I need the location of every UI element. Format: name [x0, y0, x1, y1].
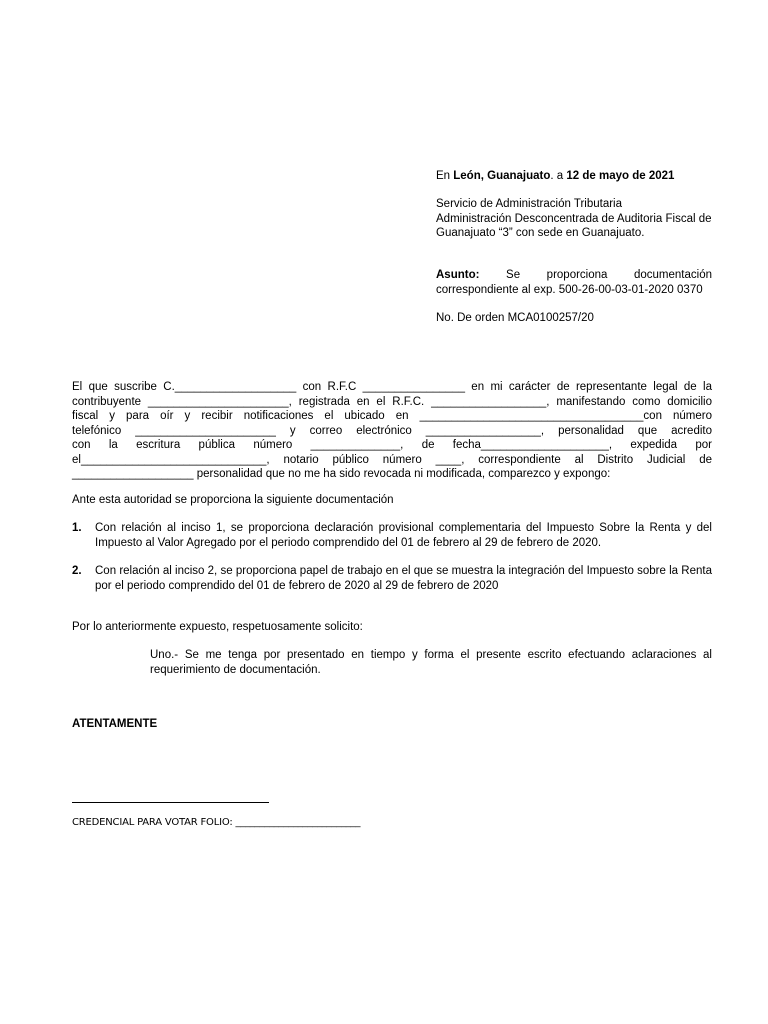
date-joiner: . a: [550, 170, 567, 182]
addressee-block: [436, 197, 712, 241]
addressee-line: Administración Desconcentrada de Auditoria Fiscal de: [436, 212, 712, 225]
intro-line: ___________________ personalidad que no me ha sido revocada ni modificada, comparezco y expongo:: [72, 468, 611, 480]
place-prefix: En: [436, 170, 454, 182]
intro-line: fiscal y para oír y recibir notificaciones el ubicado en ___________________________________con número: [72, 410, 712, 422]
request-intro: Por lo anteriormente expuesto, respetuosamente solicito:: [72, 621, 363, 633]
list-item: [72, 521, 712, 550]
subject-label: Asunto:: [436, 269, 480, 281]
intro-line: el_____________________________, notario público número ____, correspondiente al Distrito Judicial de: [72, 453, 712, 466]
intro-line: telefónico ______________________ y correo electrónico __________________, personalidad que acredito: [72, 424, 712, 437]
statement-line: Ante esta autoridad se proporciona la siguiente documentación: [72, 494, 394, 506]
addressee-line: Guanajuato “3” con sede en Guanajuato.: [436, 227, 645, 239]
item-text: Con relación al inciso 1, se proporciona declaración provisional complementaria del Impuesto Sobre la Renta y del Impuesto al Valor Agregado por el periodo comprendido del 01 de febrero al 29 de febrero de 2020.: [95, 522, 712, 549]
intro-line: con la escritura pública número ______________, de fecha____________________, expedida por: [72, 439, 712, 451]
subject-block: [436, 268, 712, 297]
closing: ATENTAMENTE: [72, 718, 158, 730]
subject-text: Se proporciona documentación correspondiente al exp. 500-26-00-03-01-2020 0370: [436, 269, 712, 296]
signature-line: [72, 802, 269, 803]
signature-caption: CREDENCIAL PARA VOTAR FOLIO: __________________________: [72, 817, 361, 828]
place-date-line: [436, 169, 712, 184]
addressee-line: Servicio de Administración Tributaria: [436, 198, 622, 210]
list-item: [72, 564, 712, 593]
intro-line: contribuyente ______________________, registrada en el R.F.C. __________________, manifestando como domicilio: [72, 395, 712, 408]
order-number: No. De orden MCA0100257/20: [436, 312, 594, 324]
item-number: 2.: [72, 565, 82, 577]
intro-line: El que suscribe C.___________________ con R.F.C ________________ en mi carácter de representante legal de la: [72, 381, 712, 393]
item-number: 1.: [72, 522, 82, 534]
date: 12 de mayo de 2021: [566, 170, 675, 182]
intro-paragraph: [72, 380, 712, 482]
item-text: Con relación al inciso 2, se proporciona papel de trabajo en el que se muestra la integración del Impuesto sobre la Renta por el periodo comprendido del 01 de febrero de 2020 al 29 de febrero de 2020: [95, 565, 712, 592]
request-paragraph: Uno.- Se me tenga por presentado en tiempo y forma el presente escrito efectuando aclaraciones al requerimiento de documentación.: [150, 649, 712, 676]
place: León, Guanajuato: [453, 170, 551, 182]
